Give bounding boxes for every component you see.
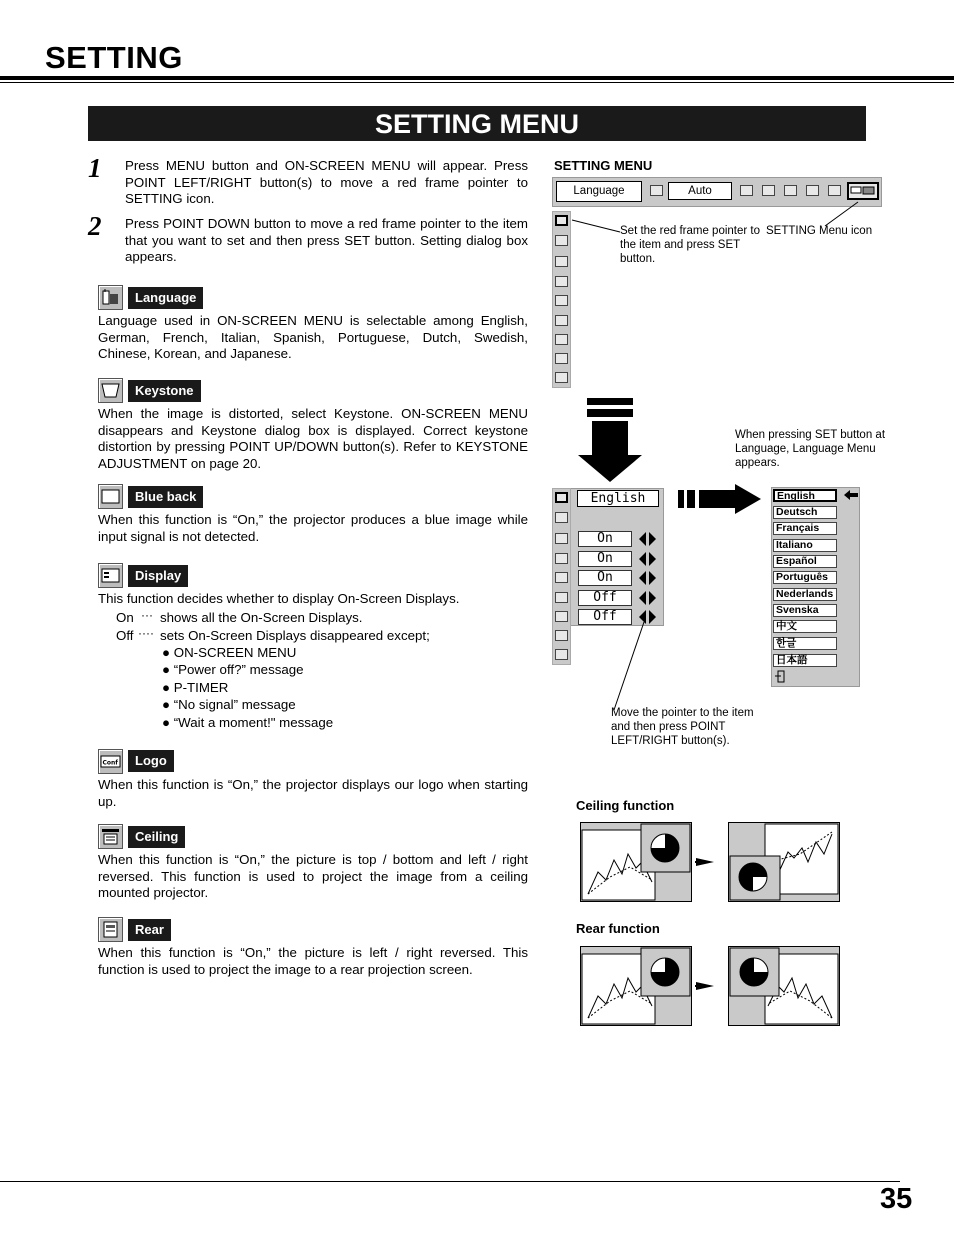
dialog-down-icon[interactable] (555, 630, 568, 641)
title-rule-thin (0, 82, 954, 83)
blue-back-description: When this function is “On,” the projector produces a blue image while input signal is not detected. (98, 512, 528, 544)
ceiling-icon (98, 824, 123, 849)
page-number: 35 (880, 1183, 913, 1215)
side-keystone-icon[interactable] (555, 235, 568, 246)
menu-sound-icon[interactable] (828, 185, 841, 196)
language-option[interactable]: English (773, 489, 837, 502)
display-exception-4: ● “No signal” message (162, 697, 296, 712)
keystone-description: When the image is distorted, select Keystone. ON-SCREEN MENU disappears and Keystone dialog box is displayed. Correct keystone distortion by pressing POINT UP/DOWN button(s). Refer to KEYSTONE ADJUSTMENT on page 20. (98, 406, 528, 471)
ceiling-function-caption: Ceiling function (576, 798, 675, 813)
side-blue-back-icon[interactable] (555, 256, 568, 267)
footer-rule (0, 1181, 900, 1182)
dialog-display-icon[interactable] (555, 553, 568, 564)
dialog-ceiling-icon[interactable] (555, 592, 568, 603)
language-description: Language used in ON-SCREEN MENU is selectable among English, German, French, Italian, Spanish, Portuguese, Dutch, Swedish, Chinese, Korean, and Japanese. (98, 313, 528, 361)
dialog-display-value[interactable]: On (578, 551, 632, 567)
side-logo-icon[interactable] (555, 295, 568, 306)
display-off-dots: ···· (138, 626, 154, 640)
logo-description: When this function is “On,” the projector displays our logo when starting up. (98, 777, 528, 809)
rear-icon (98, 917, 123, 942)
display-exception-3: ● P-TIMER (162, 680, 229, 695)
dialog-language-field[interactable]: English (577, 490, 659, 507)
language-option[interactable]: Português (773, 571, 837, 584)
logo-label: Logo (128, 750, 174, 772)
down-arrow-icon (578, 398, 642, 484)
svg-text:Conf: Conf (102, 759, 118, 767)
side-exit-icon[interactable] (555, 372, 568, 383)
display-on-key: On (116, 610, 134, 625)
rear-function-figure (580, 946, 840, 1026)
menu-auto-field[interactable]: Auto (668, 182, 732, 200)
language-option[interactable]: Español (773, 555, 837, 568)
language-option[interactable]: Nederlands (773, 588, 837, 601)
menu-language-icon[interactable] (650, 185, 663, 196)
dialog-blue-back-icon[interactable] (555, 533, 568, 544)
note-move-pointer: Move the pointer to the item and then press POINT LEFT/RIGHT button(s). (611, 707, 754, 747)
section-banner: SETTING MENU (88, 106, 866, 141)
step-number-2: 2 (88, 211, 102, 241)
menu-keystone-icon[interactable] (740, 185, 753, 196)
menu-blue-back-icon[interactable] (762, 185, 775, 196)
ceiling-description: When this function is “On,” the picture is top / bottom and left / right reversed. This function is used to project the image from a ceiling mounted projector. (98, 852, 528, 900)
note-red-frame: Set the red frame pointer to the item and press SET button. (620, 225, 760, 265)
display-exception-1: ● ON-SCREEN MENU (162, 645, 297, 660)
dialog-rear-value[interactable]: Off (578, 609, 632, 625)
display-exception-2: ● “Power off?” message (162, 662, 304, 677)
step-number-1: 1 (88, 153, 102, 183)
setting-menu-caption: SETTING MENU (554, 158, 653, 173)
side-language-icon[interactable] (555, 215, 568, 226)
page-title: SETTING (45, 40, 183, 75)
rear-function-caption: Rear function (576, 921, 660, 936)
language-option[interactable]: Français (773, 522, 837, 535)
dialog-blue-back-value[interactable]: On (578, 531, 632, 547)
dialog-logo-value[interactable]: On (578, 570, 632, 586)
left-right-arrows-icon[interactable] (638, 529, 658, 625)
dialog-language-icon[interactable] (555, 492, 568, 503)
return-arrow-icon[interactable] (843, 489, 859, 501)
logo-icon (98, 749, 123, 774)
ceiling-label: Ceiling (128, 826, 185, 848)
step-text-1: Press MENU button and ON-SCREEN MENU will appear. Press POINT LEFT/RIGHT button(s) to move a red frame pointer to SETTING icon. (125, 158, 528, 206)
display-off-key: Off (116, 628, 134, 643)
language-label: Language (128, 287, 203, 309)
language-icon (98, 285, 123, 310)
dialog-rear-icon[interactable] (555, 611, 568, 622)
side-rear-icon[interactable] (555, 334, 568, 345)
dialog-ceiling-value[interactable]: Off (578, 590, 632, 606)
step-text-2: Press POINT DOWN button to move a red frame pointer to the item that you want to set and then press SET button. Setting dialog box appears. (125, 216, 528, 264)
exit-icon[interactable] (774, 670, 786, 683)
menu-language-field[interactable]: Language (556, 181, 642, 202)
blue-back-label: Blue back (128, 486, 203, 508)
display-label: Display (128, 565, 188, 587)
display-on-dots: ··· (141, 608, 153, 622)
blue-back-icon (98, 484, 123, 509)
language-option[interactable]: Svenska (773, 604, 837, 617)
language-option[interactable]: 日本語 (773, 654, 837, 667)
language-option[interactable]: 한글 (773, 637, 837, 650)
keystone-icon (98, 378, 123, 403)
language-option[interactable]: 中文 (773, 620, 837, 633)
dialog-logo-icon[interactable] (555, 572, 568, 583)
display-on-text: shows all the On-Screen Displays. (160, 610, 363, 625)
dialog-exit-icon[interactable] (555, 649, 568, 660)
note-setting-icon: SETTING Menu icon (766, 225, 873, 237)
callout-line-move (610, 620, 650, 712)
note-set-button: When pressing SET button at Language, Language Menu appears. (735, 429, 886, 469)
display-off-text: sets On-Screen Displays disappeared except; (160, 628, 430, 643)
ceiling-function-figure (580, 822, 840, 902)
title-rule (0, 76, 954, 80)
display-icon (98, 563, 123, 588)
right-arrow-icon (676, 482, 762, 516)
side-display-icon[interactable] (555, 276, 568, 287)
menu-logo-icon[interactable] (806, 185, 819, 196)
language-option[interactable]: Italiano (773, 539, 837, 552)
side-ceiling-icon[interactable] (555, 315, 568, 326)
rear-description: When this function is “On,” the picture is left / right reversed. This function is used to project the image to a rear projection screen. (98, 945, 528, 977)
display-exception-5: ● “Wait a moment!" message (162, 715, 334, 730)
rear-label: Rear (128, 919, 171, 941)
side-down-icon[interactable] (555, 353, 568, 364)
keystone-label: Keystone (128, 380, 201, 402)
dialog-keystone-icon[interactable] (555, 512, 568, 523)
display-description: This function decides whether to display On-Screen Displays. (98, 591, 460, 606)
menu-display-icon[interactable] (784, 185, 797, 196)
language-option[interactable]: Deutsch (773, 506, 837, 519)
menu-setting-icon[interactable] (847, 182, 879, 200)
